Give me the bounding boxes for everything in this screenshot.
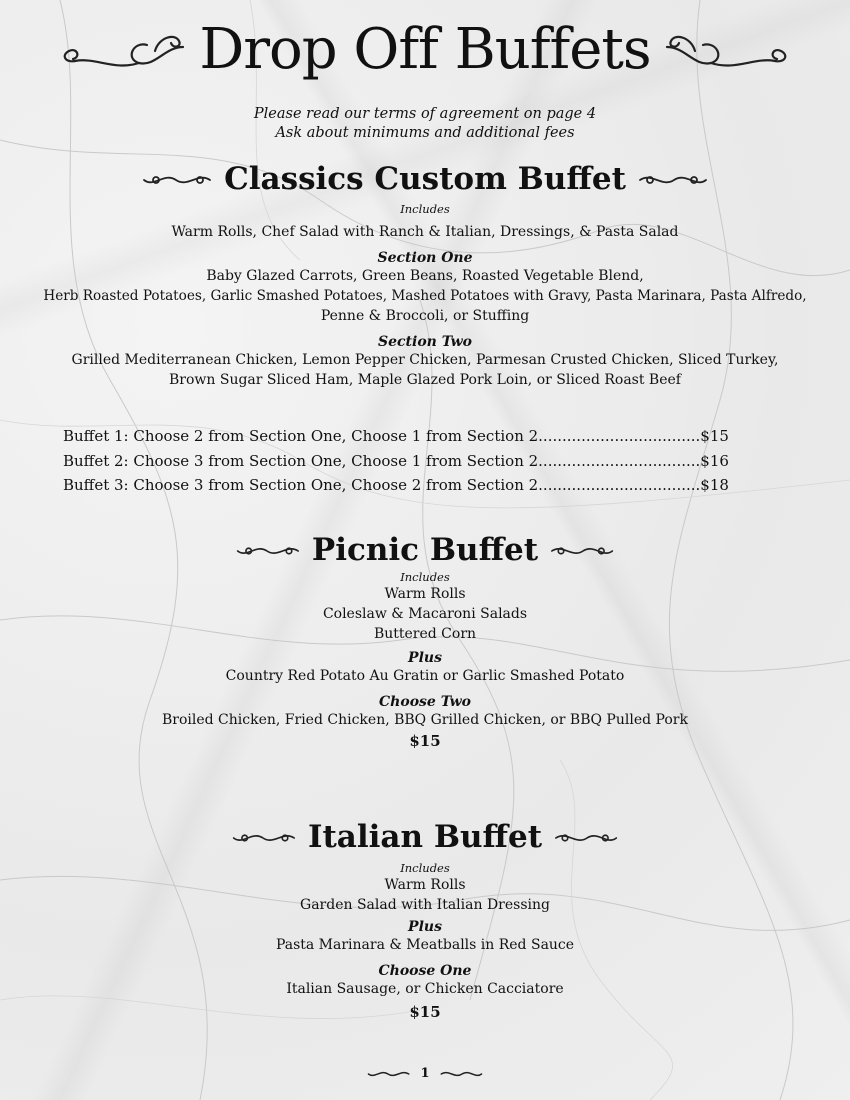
plus-text: Pasta Marinara & Meatballs in Red Sauce xyxy=(275,937,575,953)
section-one-line: Herb Roasted Potatoes, Garlic Smashed Potatoes, Mashed Potatoes with Gravy, Pasta Marinara, Pasta Alfredo, xyxy=(43,288,807,304)
swirl-flourish-icon xyxy=(234,541,300,561)
section-one-line: Penne & Broccoli, or Stuffing xyxy=(320,308,530,324)
section-two-label: Section Two xyxy=(378,334,472,350)
swirl-flourish-icon xyxy=(140,170,212,190)
subtitle-line: Please read our terms of agreement on page 4 xyxy=(253,106,597,122)
buffet-option: Buffet 1: Choose 2 from Section One, Choose 1 from Section 2..................................$15 xyxy=(63,427,729,445)
choose-text: Broiled Chicken, Fried Chicken, BBQ Grilled Chicken, or BBQ Pulled Pork xyxy=(162,712,688,728)
includes-line: Coleslaw & Macaroni Salads xyxy=(322,606,528,622)
plus-label: Plus xyxy=(408,919,442,935)
includes-line: Buttered Corn xyxy=(373,626,477,642)
swirl-flourish-icon xyxy=(638,170,710,190)
swirl-flourish-icon xyxy=(440,1067,484,1081)
buffet-options xyxy=(63,424,803,498)
picnic-body xyxy=(0,570,850,750)
includes-line: Warm Rolls xyxy=(384,877,466,893)
italian-body xyxy=(0,861,850,1021)
classics-body xyxy=(0,202,850,390)
section-title: Italian Buffet xyxy=(307,819,543,855)
section-title: Classics Custom Buffet xyxy=(224,161,626,197)
page-number: 1 xyxy=(420,1066,430,1081)
choose-text: Italian Sausage, or Chicken Cacciatore xyxy=(286,981,564,997)
scroll-flourish-icon xyxy=(665,27,795,73)
swirl-flourish-icon xyxy=(550,541,616,561)
picnic-header xyxy=(0,532,850,568)
buffet-option: Buffet 3: Choose 3 from Section One, Choose 2 from Section 2..................................$18 xyxy=(63,476,729,494)
title-row xyxy=(0,17,850,82)
plus-text: Country Red Potato Au Gratin or Garlic Smashed Potato xyxy=(225,668,625,684)
swirl-flourish-icon xyxy=(554,828,620,848)
section-two-line: Brown Sugar Sliced Ham, Maple Glazed Pork Loin, or Sliced Roast Beef xyxy=(169,372,681,388)
subtitle xyxy=(0,105,850,143)
price: $15 xyxy=(409,732,441,750)
page-footer xyxy=(0,1066,850,1081)
price: $15 xyxy=(409,1003,441,1021)
italian-header xyxy=(0,819,850,855)
swirl-flourish-icon xyxy=(230,828,296,848)
section-title: Picnic Buffet xyxy=(311,532,539,568)
includes-line: Warm Rolls xyxy=(384,586,466,602)
choose-label: Choose Two xyxy=(379,694,471,710)
choose-label: Choose One xyxy=(378,963,472,979)
includes-line: Garden Salad with Italian Dressing xyxy=(300,897,550,913)
scroll-flourish-icon xyxy=(55,27,185,73)
swirl-flourish-icon xyxy=(366,1067,410,1081)
plus-label: Plus xyxy=(408,650,442,666)
page-title: Drop Off Buffets xyxy=(199,17,651,82)
includes-label: Includes xyxy=(400,570,450,584)
subtitle-line: Ask about minimums and additional fees xyxy=(275,125,575,141)
includes-label: Includes xyxy=(400,202,450,216)
section-one-line: Baby Glazed Carrots, Green Beans, Roasted Vegetable Blend, xyxy=(206,268,644,284)
section-two-line: Grilled Mediterranean Chicken, Lemon Pepper Chicken, Parmesan Crusted Chicken, Sliced Turkey, xyxy=(71,352,779,368)
classics-header xyxy=(0,161,850,197)
includes-text: Warm Rolls, Chef Salad with Ranch & Italian, Dressings, & Pasta Salad xyxy=(171,224,679,240)
section-one-label: Section One xyxy=(377,250,473,266)
includes-label: Includes xyxy=(400,861,450,875)
buffet-option: Buffet 2: Choose 3 from Section One, Choose 1 from Section 2..................................$16 xyxy=(63,451,729,470)
